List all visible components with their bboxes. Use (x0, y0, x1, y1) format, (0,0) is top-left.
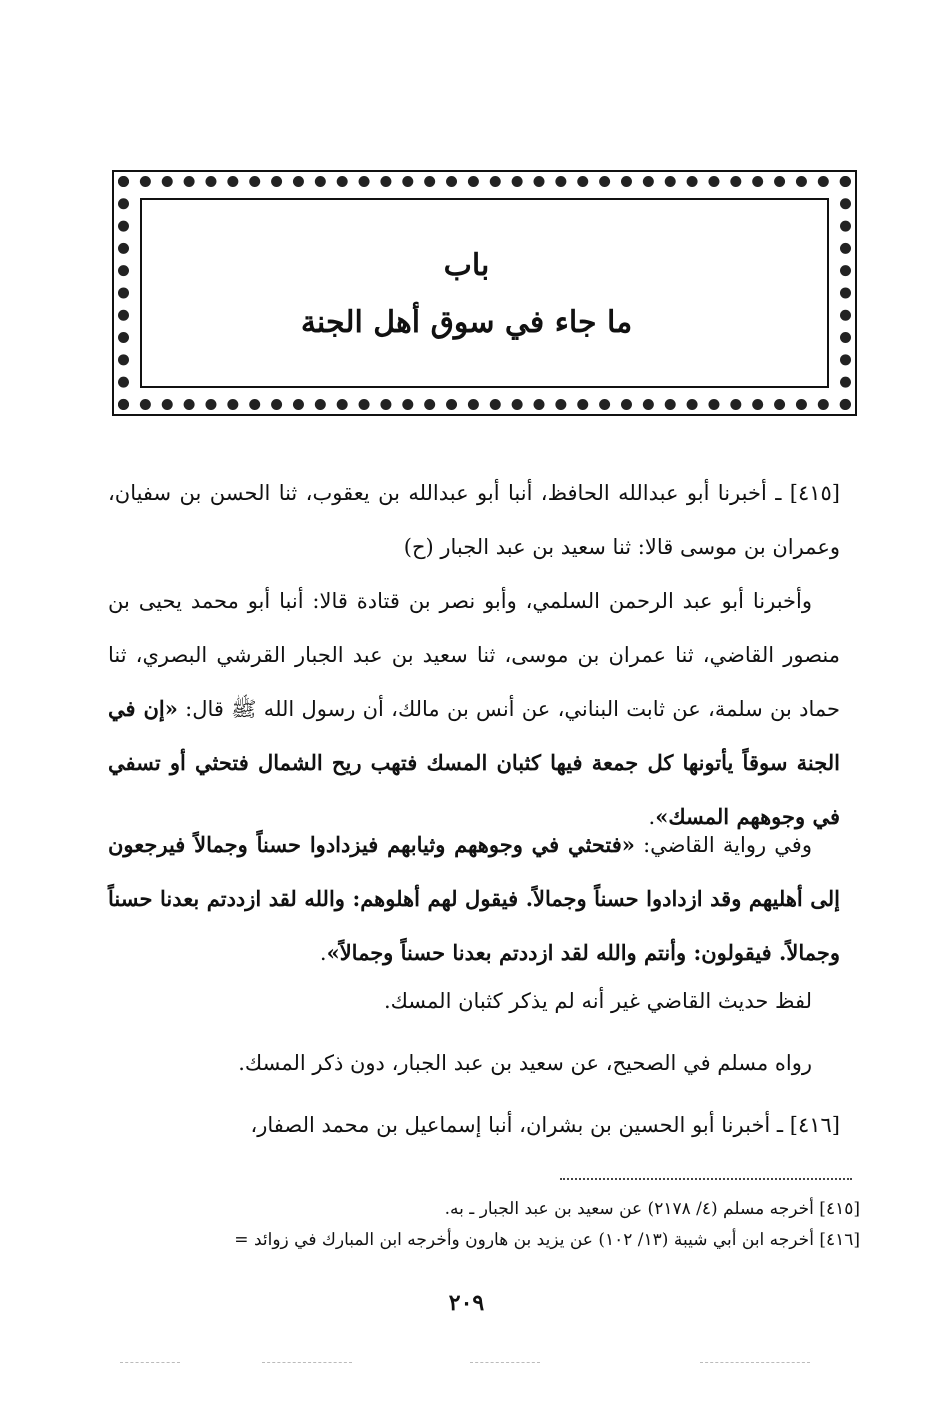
hadith-415-matn-end: . (648, 805, 656, 829)
hadith-416-chain: [٤١٦] ـ أخبرنا أبو الحسين بن بشران، أنبا إسماعيل بن محمد الصفار، (250, 1113, 840, 1137)
chapter-title: ما جاء في سوق أهل الجنة (300, 305, 633, 340)
chapter-heading: باب (443, 248, 490, 283)
qadi-matn: «فتحثي في وجوههم وثيابهم فيزدادوا حسناً وجمالاً فيرجعون إلى أهليهم وقد ازدادوا حسناً وجمالاً. فيقول لهم أهلوهم: والله لقد ازددتم بعدنا حسناً وجمالاً. فيقولون: وأنتم والله لقد ازددتم بعدنا حسناً وجمالاً» (108, 832, 840, 965)
hadith-415-chain-text: وأخبرنا أبو عبد الرحمن السلمي، وأبو نصر بن قتادة قالا: أنبا أبو محمد يحيى بن منصور القاضي، ثنا عمران بن موسى، ثنا سعيد بن عبد الجبار القرشي البصري، ثنا حماد بن سلمة، عن ثابت البناني، عن أنس بن مالك، أن رسول الله ﷺ قال: (108, 589, 841, 721)
hadith-415-second-chain (108, 574, 840, 844)
page-number: ٢٠٩ (448, 1290, 485, 1316)
inner-frame-border (140, 198, 829, 388)
muslim-note: رواه مسلم في الصحيح، عن سعيد بن عبد الجبار، دون ذكر المسك. (238, 1051, 812, 1075)
scan-mark (120, 1362, 180, 1363)
scan-mark (262, 1362, 352, 1363)
hadith-415-chain: [٤١٥] ـ أخبرنا أبو عبدالله الحافظ، أنبا أبو عبدالله بن يعقوب، ثنا الحسن بن سفيان، وعمران بن موسى قالا: ثنا سعيد بن عبد الجبار (ح) (108, 481, 840, 559)
qadi-intro: وفي رواية القاضي: (643, 833, 812, 857)
lafz-note: لفظ حديث القاضي غير أنه لم يذكر كثبان المسك. (383, 989, 812, 1013)
scan-mark (700, 1362, 810, 1363)
footnote-416: [٤١٦] أخرجه ابن أبي شيبة (١٣/ ١٠٢) عن يزيد بن هارون وأخرجه ابن المبارك في زوائد = (234, 1230, 860, 1250)
hadith-415-matn: «إن في الجنة سوقاً يأتونها كل جمعة فيها كثبان المسك فتهب ريح الشمال فتحثي أو تسفي في وجوههم المسك» (108, 696, 841, 829)
chapter-ornamental-frame (112, 170, 857, 416)
qadi-matn-end: . (319, 941, 327, 965)
footnotes (108, 1194, 860, 1256)
footnote-415: [٤١٥] أخرجه مسلم (٤/ ٢١٧٨) عن سعيد بن عبد الجبار ـ به. (444, 1199, 860, 1219)
scan-mark (470, 1362, 540, 1363)
footnote-divider (560, 1178, 852, 1180)
qadi-narration (108, 818, 840, 980)
